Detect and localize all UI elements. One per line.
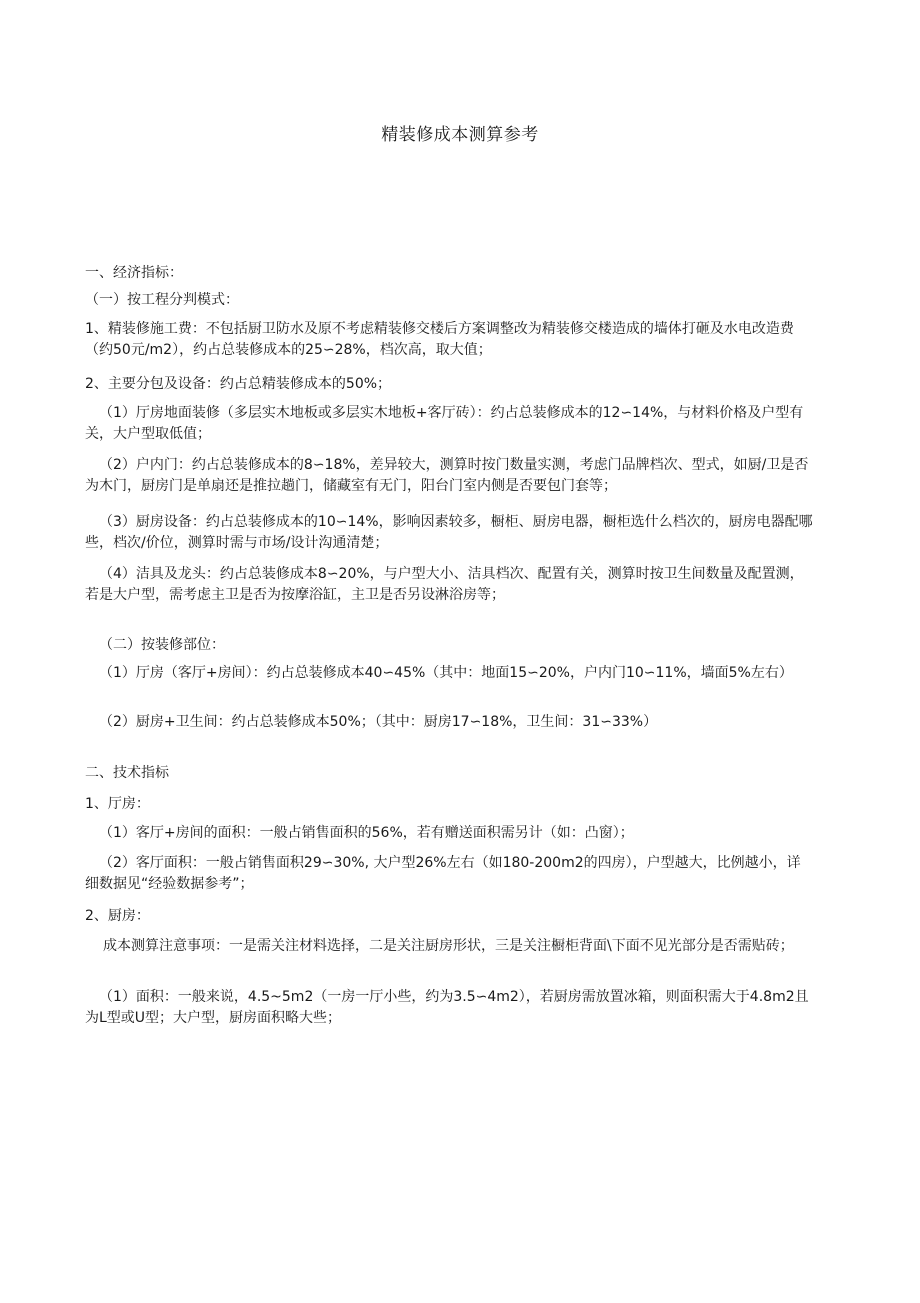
paragraph-subcontract-equipment: 2、主要分包及设备：约占总精装修成本的50%；	[85, 376, 392, 392]
paragraph-room-area: （1）客厅+房间的面积：一般占销售面积的56%，若有赠送面积需另计（如：凸窗）；	[99, 825, 634, 841]
paragraph-kitchen-area: （1）面积：一般来说，4.5~5m2（一房一厅小些，约为3.5∽4m2），若厨房需放置冰箱，则面积需大于4.8m2且为L型或U型；大户型，厨房面积略大些；	[85, 989, 809, 1026]
paragraph-living-rooms: （1）厅房（客厅+房间）：约占总装修成本40∽45%（其中：地面15∽20%，户内门10∽11%，墙面5%左右）	[99, 665, 793, 681]
subsection-heading-by-area: （二）按装修部位：	[99, 637, 225, 653]
paragraph-construction-fee: 1、精装修施工费：不包括厨卫防水及原不考虑精装修交楼后方案调整改为精装修交楼造成的墙体打砸及水电改造费（约50元/m2），约占总装修成本的25∽28%，档次高，取大值；	[85, 321, 794, 358]
paragraph-interior-doors: （2）户内门：约占总装修成本的8∽18%，差异较大，测算时按门数量实测，考虑门品牌档次、型式，如厨/卫是否为木门，厨房门是单扇还是推拉趟门，储藏室有无门，阳台门室内侧是否要包门套等；	[85, 457, 809, 494]
paragraph-kitchen-bathroom: （2）厨房+卫生间：约占总装修成本50%；（其中：厨房17∽18%，卫生间：31∽33%）	[99, 714, 658, 730]
section-heading-technical: 二、技术指标	[85, 765, 169, 781]
paragraph-cost-notes: 成本测算注意事项：一是需关注材料选择，二是关注厨房形状，三是关注橱柜背面\下面不见光部分是否需贴砖；	[103, 938, 794, 954]
paragraph-living-area: （2）客厅面积：一般占销售面积29∽30%, 大户型26%左右（如180-200m2的四房），户型越大，比例越小，详细数据见“经验数据参考”；	[85, 855, 801, 892]
paragraph-kitchen-equipment: （3）厨房设备：约占总装修成本的10∽14%，影响因素较多，橱柜、厨房电器，橱柜选什么档次的，厨房电器配哪些，档次/价位，测算时需与市场/设计沟通清楚；	[85, 514, 813, 551]
subsection-heading-kitchen: 2、厨房：	[85, 908, 150, 924]
subsection-heading-living-room: 1、厅房：	[85, 796, 150, 812]
paragraph-sanitary-ware: （4）洁具及龙头：约占总装修成本8∽20%，与户型大小、洁具档次、配置有关，测算时按卫生间数量及配置测，若是大户型，需考虑主卫是否为按摩浴缸，主卫是否另设淋浴房等；	[85, 566, 804, 603]
section-heading-economic: 一、经济指标：	[85, 265, 183, 281]
subsection-heading-by-contract: （一）按工程分判模式：	[85, 292, 239, 308]
document-title: 精装修成本测算参考	[381, 125, 539, 145]
paragraph-floor-decoration: （1）厅房地面装修（多层实木地板或多层实木地板+客厅砖）：约占总装修成本的12∽14%，与材料价格及户型有关，大户型取低值；	[85, 405, 804, 442]
